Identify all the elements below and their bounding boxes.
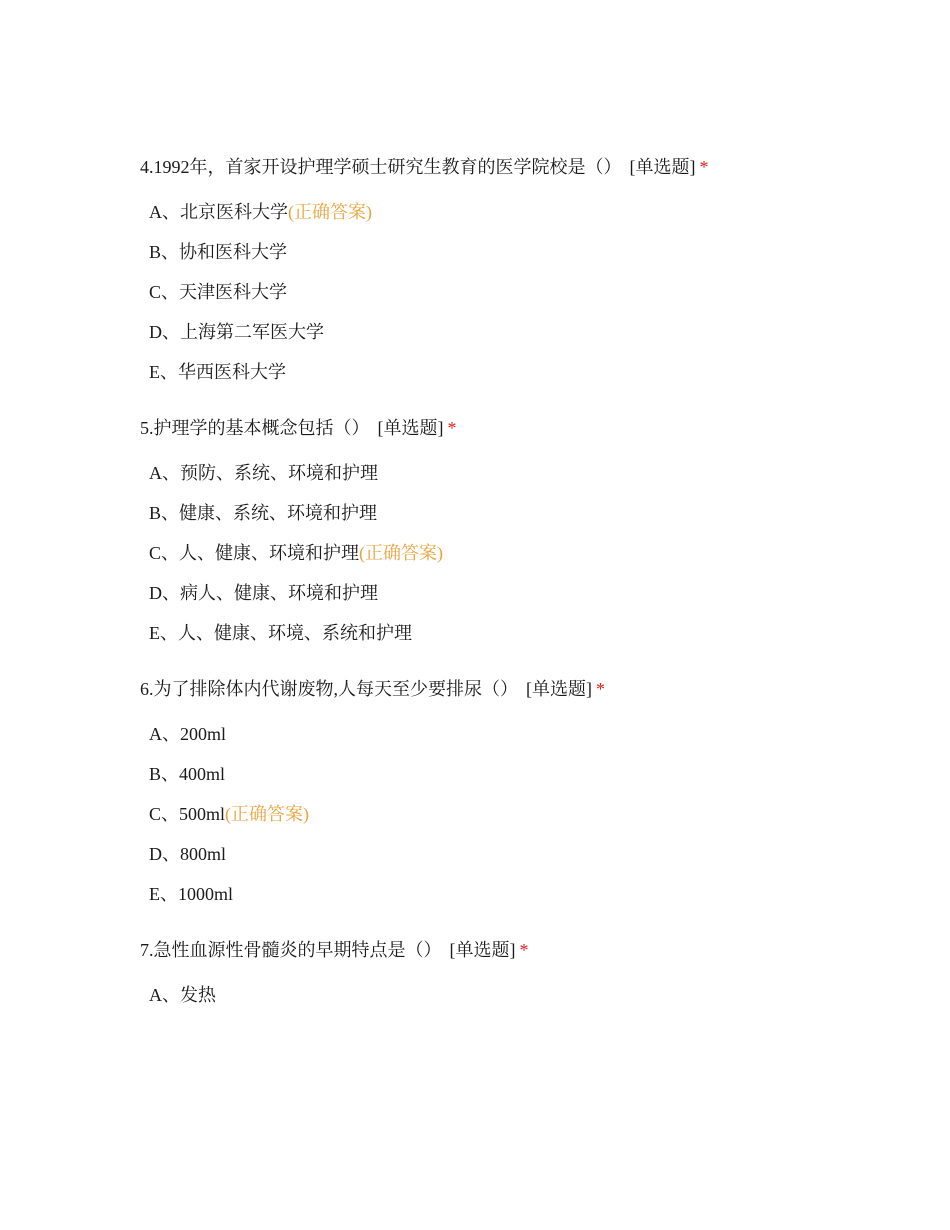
option-list — [140, 980, 900, 1010]
option-d — [149, 578, 900, 608]
option-d — [149, 317, 900, 347]
option-c — [149, 277, 900, 307]
correct-answer-note: (正确答案) — [288, 202, 372, 222]
option-text: A、200ml — [149, 724, 227, 744]
option-b — [149, 237, 900, 267]
option-text: C、500ml — [149, 804, 226, 824]
option-text: A、发热 — [149, 985, 216, 1005]
option-a — [149, 458, 900, 488]
question-text: 6.为了排除体内代谢废物,人每天至少要排尿（） — [140, 679, 518, 699]
question-5 — [140, 413, 900, 648]
option-c — [149, 538, 900, 568]
option-text: C、人、健康、环境和护理 — [149, 543, 360, 563]
question-6 — [140, 674, 900, 909]
option-text: A、北京医科大学 — [149, 202, 288, 222]
correct-answer-note: (正确答案) — [359, 543, 444, 563]
option-list — [140, 719, 900, 909]
required-mark: * — [596, 679, 605, 699]
question-text: 7.急性血源性骨髓炎的早期特点是（） — [140, 940, 442, 960]
option-list — [140, 458, 900, 648]
option-text: D、800ml — [149, 844, 227, 864]
option-e — [149, 618, 900, 648]
option-text: B、协和医科大学 — [149, 242, 288, 262]
option-a — [149, 980, 900, 1010]
option-list — [140, 197, 900, 387]
option-text: D、上海第二军医大学 — [149, 322, 324, 342]
correct-answer-note: (正确答案) — [225, 804, 310, 824]
question-title — [140, 935, 900, 965]
question-7 — [140, 935, 900, 1010]
question-title — [140, 152, 900, 182]
question-type: [单选题] — [449, 940, 516, 960]
question-title — [140, 674, 900, 704]
quiz-page — [140, 152, 900, 1036]
option-text: C、天津医科大学 — [149, 282, 288, 302]
question-text: 5.护理学的基本概念包括（） — [140, 418, 370, 438]
question-4 — [140, 152, 900, 387]
option-text: A、预防、系统、环境和护理 — [149, 463, 378, 483]
required-mark: * — [519, 940, 529, 960]
option-text: E、1000ml — [149, 884, 233, 904]
required-mark: * — [447, 418, 457, 438]
question-type: [单选题] — [377, 418, 444, 438]
option-b — [149, 759, 900, 789]
option-text: B、健康、系统、环境和护理 — [149, 503, 378, 523]
option-text: D、病人、健康、环境和护理 — [149, 583, 378, 603]
question-type: [单选题] — [526, 679, 592, 699]
option-e — [149, 357, 900, 387]
option-d — [149, 839, 900, 869]
question-text: 4.1992年，首家开设护理学硕士研究生教育的医学院校是（） — [140, 157, 622, 177]
option-b — [149, 498, 900, 528]
option-text: B、400ml — [149, 764, 226, 784]
question-type: [单选题] — [629, 157, 696, 177]
option-c — [149, 799, 900, 829]
option-text: E、华西医科大学 — [149, 362, 286, 382]
option-text: E、人、健康、环境、系统和护理 — [149, 623, 412, 643]
option-a — [149, 197, 900, 227]
option-a — [149, 719, 900, 749]
option-e — [149, 879, 900, 909]
required-mark: * — [699, 157, 709, 177]
question-title — [140, 413, 900, 443]
